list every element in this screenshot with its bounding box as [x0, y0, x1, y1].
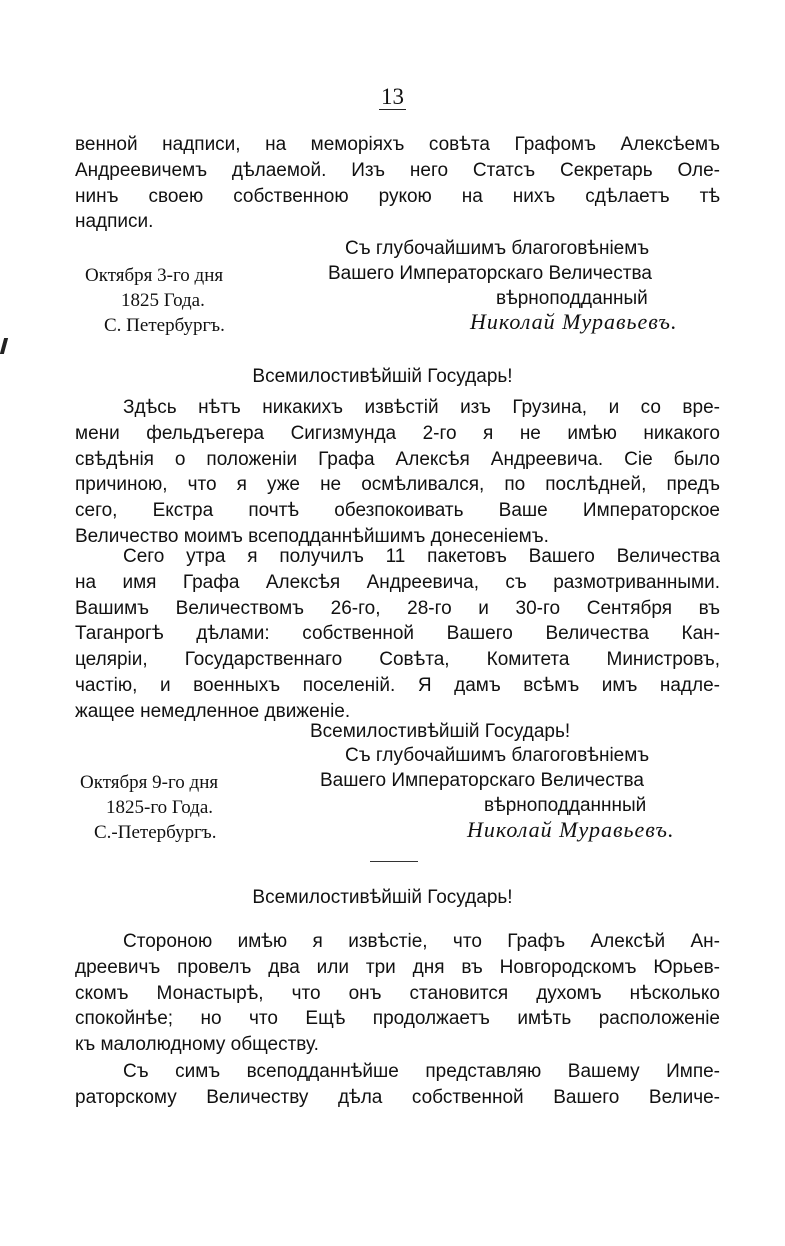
text-line: дреевичъ провелъ два или три дня въ Новгородскомъ Юрьев-	[75, 956, 720, 978]
paragraph-1	[75, 132, 720, 235]
closing-line: вѣрноподданный	[496, 288, 648, 309]
text-line: раторскому Величеству дѣла собственной Вашего Величе-	[75, 1086, 720, 1108]
signature: Николай Муравьевъ.	[470, 309, 678, 334]
signature: Николай Муравьевъ.	[467, 817, 675, 842]
page-number: 13	[381, 84, 404, 109]
paragraph-5	[75, 1059, 720, 1111]
text-line: нинъ своею собственною рукою на нихъ сдѣлаетъ тѣ	[75, 185, 720, 207]
closing-line: вѣрноподданнный	[484, 795, 647, 816]
closing-line: Вашего Императорскаго Величества	[328, 263, 652, 284]
salutation: Всемилостивѣйшій Государь!	[252, 887, 513, 908]
text-line: скомъ Монастырѣ, что онъ становится духомъ нѣсколько	[75, 982, 720, 1004]
text-line: целяріи, Государственнаго Совѣта, Комитета Министровъ,	[75, 649, 720, 671]
text-line: свѣдѣнія о положеніи Графа Алексѣя Андреевича. Сіе было	[75, 448, 720, 470]
paragraph-3	[75, 544, 720, 725]
text-line: Сего утра я получилъ 11 пакетовъ Вашего Величества	[123, 546, 720, 567]
text-line: на имя Графа Алексѣя Андреевича, съ размотриванными.	[75, 571, 720, 593]
letter-date: Октября 9-го дня	[80, 772, 219, 793]
margin-mark	[0, 338, 8, 354]
paragraph-2	[75, 395, 720, 550]
letter-place: С. Петербургъ.	[104, 315, 225, 336]
text-line: Таганрогѣ дѣлами: собственной Вашего Величества Кан-	[75, 623, 720, 645]
text-line: мени фельдъегера Сигизмунда 2-го я не имѣю никакого	[75, 422, 720, 444]
salutation: Всемилостивѣйшій Государь!	[252, 366, 513, 387]
text-line: къ малолюдному обществу.	[75, 1034, 319, 1056]
text-line: Величество моимъ всеподданнѣйшимъ донесеніемъ.	[75, 525, 549, 547]
text-line: Здѣсь нѣтъ никакихъ извѣстій изъ Грузина, и со вре-	[123, 397, 720, 418]
text-line: частію, и военныхъ поселеній. Я дамъ всѣмъ имъ надле-	[75, 674, 720, 696]
letter-date: Октября 3-го дня	[85, 265, 224, 286]
text-line: венной надписи, на меморіяхъ совѣта Графомъ Алексѣемъ	[75, 134, 720, 155]
paragraph-4	[75, 929, 720, 1058]
text-line: жащее немедленное движеніе.	[75, 700, 351, 722]
text-line: Вашимъ Величествомъ 26-го, 28-го и 30-го Сентября въ	[75, 597, 720, 619]
letter-place: С.-Петербургъ.	[94, 822, 217, 843]
closing-greeting: Съ глубочайшимъ благоговѣніемъ	[345, 745, 650, 766]
text-line: Съ симъ всеподданнѣйше представляю Вашему Импе-	[123, 1061, 720, 1082]
text-line: Стороною имѣю я извѣстіе, что Графъ Алексѣй Ан-	[123, 931, 720, 952]
text-line: причиною, что я уже не осмѣливался, по послѣдней, предъ	[75, 474, 720, 496]
text-line: сего, Екстра почтѣ обезпокоивать Ваше Императорское	[75, 500, 720, 522]
closing-greeting: Съ глубочайшимъ благоговѣніемъ	[345, 238, 650, 259]
section-divider	[370, 861, 418, 862]
text-line: надписи.	[75, 211, 154, 233]
closing-line: Вашего Императорскаго Величества	[320, 770, 644, 791]
letter-year: 1825-го Года.	[106, 797, 214, 818]
text-line: спокойнѣе; но что Ещѣ продолжаетъ имѣть расположеніе	[75, 1008, 720, 1030]
salutation: Всемилостивѣйшій Государь!	[310, 721, 571, 742]
letter-year: 1825 Года.	[121, 290, 205, 311]
text-line: Андреевичемъ дѣлаемой. Изъ него Статсъ Секретарь Оле-	[75, 159, 720, 181]
